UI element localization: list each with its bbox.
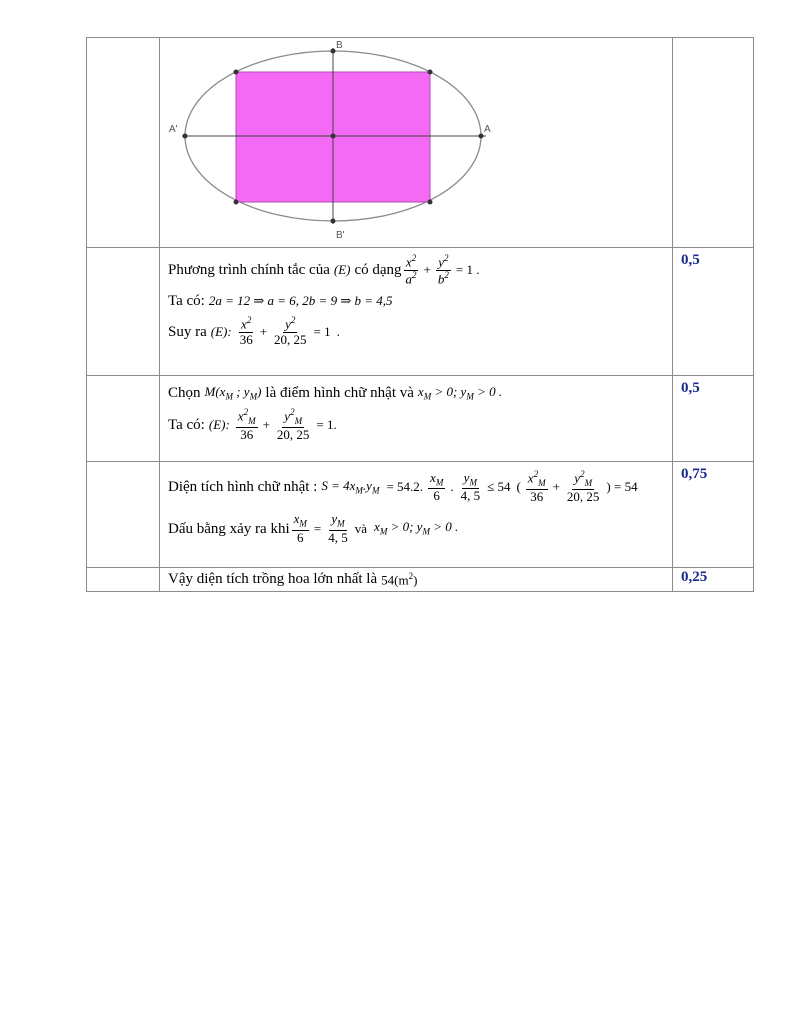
content-cell bbox=[160, 248, 673, 376]
vertex-b-prime bbox=[331, 219, 336, 224]
empty-cell bbox=[673, 38, 754, 248]
content-cell bbox=[160, 568, 673, 592]
label-b: B bbox=[336, 40, 343, 51]
corner-point bbox=[428, 200, 433, 205]
math-condition: $x_M > 0$; $y_M > 0$ . bbox=[374, 519, 459, 537]
center-point bbox=[331, 134, 336, 139]
text: Chọn bbox=[168, 385, 201, 401]
row-conclusion bbox=[87, 568, 754, 592]
text: có dạng bbox=[354, 262, 402, 279]
row-area bbox=[87, 462, 754, 568]
math-expression: 2a = 12 ⇒ a = 6, 2b = 9 ⇒ b = 4,5 bbox=[208, 293, 393, 309]
text: Dấu bằng xảy ra khi bbox=[168, 520, 290, 537]
vertex-b bbox=[331, 49, 336, 54]
fraction: $\frac{x^2}{36}$ bbox=[239, 315, 253, 347]
content-cell bbox=[160, 462, 673, 568]
score-cell bbox=[673, 568, 754, 592]
fraction: $\frac{y_M}{4, 5}$ bbox=[460, 469, 481, 504]
score: 0,5 bbox=[681, 252, 700, 268]
fraction: $\frac{y^2_M}{20, 25}$ bbox=[276, 407, 310, 442]
content-cell bbox=[160, 376, 673, 462]
row-choose-point bbox=[87, 376, 754, 462]
fraction-x2-a2: $\frac{x^2}{a^2}$ bbox=[405, 253, 417, 286]
text: Ta có: bbox=[168, 417, 205, 434]
text: Suy ra bbox=[168, 323, 207, 340]
line-area-inequality: Diện tích hình chữ nhật : $S = 4x_M.y_M$ = 54.2. $\frac{x_M}{6}$ . $\frac{y_M}{4, 5}$ ≤ 54 ( $\frac{x^2_M}{36}$ + $\frac{y^2_M}{20, 25}$ ) = 54 bbox=[168, 469, 638, 504]
math-point: $M(x_M$ ; $y_M$) bbox=[204, 383, 262, 402]
fraction: $\frac{x^2_M}{36}$ bbox=[527, 469, 546, 504]
fraction: $\frac{y_M}{4, 5}$ bbox=[328, 511, 348, 545]
score-cell bbox=[673, 376, 754, 462]
line-canonical-form: Phương trình chính tắc của (E) có dạng $\frac{x^2}{a^2}$ + $\frac{y^2}{b^2}$ = 1 . bbox=[168, 253, 480, 286]
empty-cell bbox=[87, 376, 160, 462]
line-conclusion bbox=[168, 570, 664, 588]
math-max-area: $54(m^2)$ bbox=[381, 570, 418, 587]
fraction: $\frac{y^2_M}{20, 25}$ bbox=[566, 469, 600, 504]
answer-table bbox=[86, 37, 754, 592]
vertex-a bbox=[479, 134, 484, 139]
row-equation bbox=[87, 248, 754, 376]
math-area: $S = 4x_M.y_M$ bbox=[321, 477, 380, 496]
vertex-a-prime bbox=[183, 134, 188, 139]
empty-cell bbox=[87, 248, 160, 376]
score: 0,75 bbox=[681, 466, 708, 482]
line-ta-co bbox=[168, 290, 664, 312]
corner-point bbox=[234, 70, 239, 75]
line-suy-ra: Suy ra (E): $\frac{x^2}{36}$ + $\frac{y^2}{20, 25}$ = 1 . bbox=[168, 315, 340, 347]
text: Ta có: bbox=[168, 293, 205, 310]
fraction: $\frac{x_M}{6}$ bbox=[430, 469, 444, 504]
figure-row bbox=[87, 38, 754, 248]
line-chon bbox=[168, 382, 664, 404]
score: 0,25 bbox=[681, 569, 708, 585]
math-condition: $x_M > 0$; $y_M > 0$ . bbox=[417, 383, 503, 402]
empty-cell bbox=[87, 462, 160, 568]
empty-cell bbox=[87, 568, 160, 592]
fraction: $\frac{x^2_M}{36}$ bbox=[237, 407, 256, 442]
text: Diện tích hình chữ nhật : bbox=[168, 479, 318, 496]
label-b-prime: B' bbox=[336, 230, 345, 241]
fraction: $\frac{y^2}{20, 25}$ bbox=[274, 315, 307, 347]
score-cell bbox=[673, 462, 754, 568]
fraction-y2-b2: $\frac{y^2}{b^2}$ bbox=[437, 253, 449, 286]
figure-cell bbox=[160, 38, 673, 248]
text: Phương trình chính tắc của bbox=[168, 262, 330, 279]
label-a: A bbox=[484, 124, 491, 135]
text: là điểm hình chữ nhật và bbox=[265, 385, 414, 401]
label-a-prime: A' bbox=[169, 124, 178, 135]
score: 0,5 bbox=[681, 380, 700, 396]
line-equality: Dấu bằng xảy ra khi $\frac{x_M}{6}$ = $\frac{y_M}{4, 5}$ và $x_M > 0$; $y_M > 0$ . bbox=[168, 511, 459, 545]
corner-point bbox=[234, 200, 239, 205]
math-E: (E) bbox=[333, 262, 351, 278]
math-E: (E): bbox=[210, 323, 232, 339]
line-ta-co: Ta có: (E): $\frac{x^2_M}{36}$ + $\frac{y^2_M}{20, 25}$ = 1. bbox=[168, 407, 337, 442]
fraction: $\frac{x_M}{6}$ bbox=[293, 511, 307, 545]
math-E: (E): bbox=[208, 417, 230, 433]
corner-point bbox=[428, 70, 433, 75]
ellipse-rectangle-figure bbox=[160, 38, 672, 242]
empty-cell bbox=[87, 38, 160, 248]
score-cell bbox=[673, 248, 754, 376]
text: Vậy diện tích trồng hoa lớn nhất là bbox=[168, 571, 378, 587]
